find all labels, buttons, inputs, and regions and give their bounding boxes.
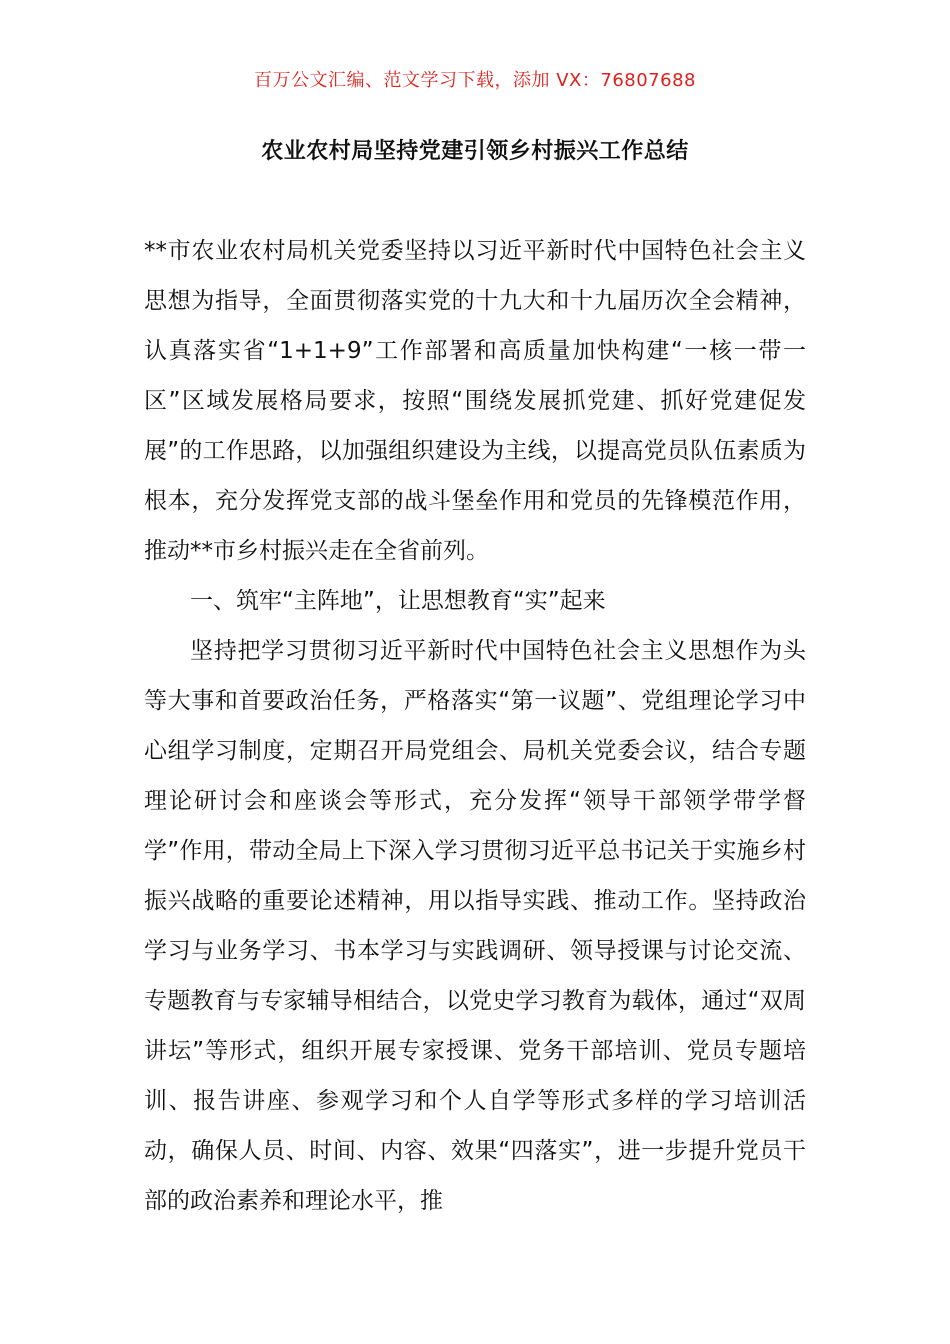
section-heading: 一、筑牢“主阵地”，让思想教育“实”起来 <box>190 588 606 614</box>
intro-paragraph: **市农业农村局机关党委坚持以习近平新时代中国特色社会主义思想为指导，全面贯彻落实党的十九大和十九届历次全会精神，认真落实省“1+1+9”工作部署和高质量加快构建“一核一带一区”区域发展格局要求，按照“围绕发展抓党建、抓好党建促发展”的工作思路，以加强组织建设为主线，以提高党员队伍素质为根本，充分发挥党支部的战斗堡垒作用和党员的先锋模范作用，推动**市乡村振兴走在全省前列。 <box>144 238 806 564</box>
body-paragraph: 坚持把学习贯彻习近平新时代中国特色社会主义思想作为头等大事和首要政治任务，严格落实“第一议题”、党组理论学习中心组学习制度，定期召开局党组会、局机关党委会议，结合专题理论研讨会和座谈会等形式，充分发挥“领导干部领学带学督学”作用，带动全局上下深入学习贯彻习近平总书记关于实施乡村振兴战略的重要论述精神，用以指导实践、推动工作。坚持政治学习与业务学习、书本学习与实践调研、领导授课与讨论交流、专题教育与专家辅导相结合，以党史学习教育为载体，通过“双周讲坛”等形式，组织开展专家授课、党务干部培训、党员专题培训、报告讲座、参观学习和个人自学等形式多样的学习培训活动，确保人员、时间、内容、效果“四落实”，进一步提升党员干部的政治素养和理论水平，推 <box>144 638 806 1214</box>
header-watermark-note: 百万公文汇编、范文学习下载，添加 VX：76807688 <box>254 70 696 91</box>
document-title: 农业农村局坚持党建引领乡村振兴工作总结 <box>261 139 689 164</box>
document-body <box>144 226 806 1226</box>
